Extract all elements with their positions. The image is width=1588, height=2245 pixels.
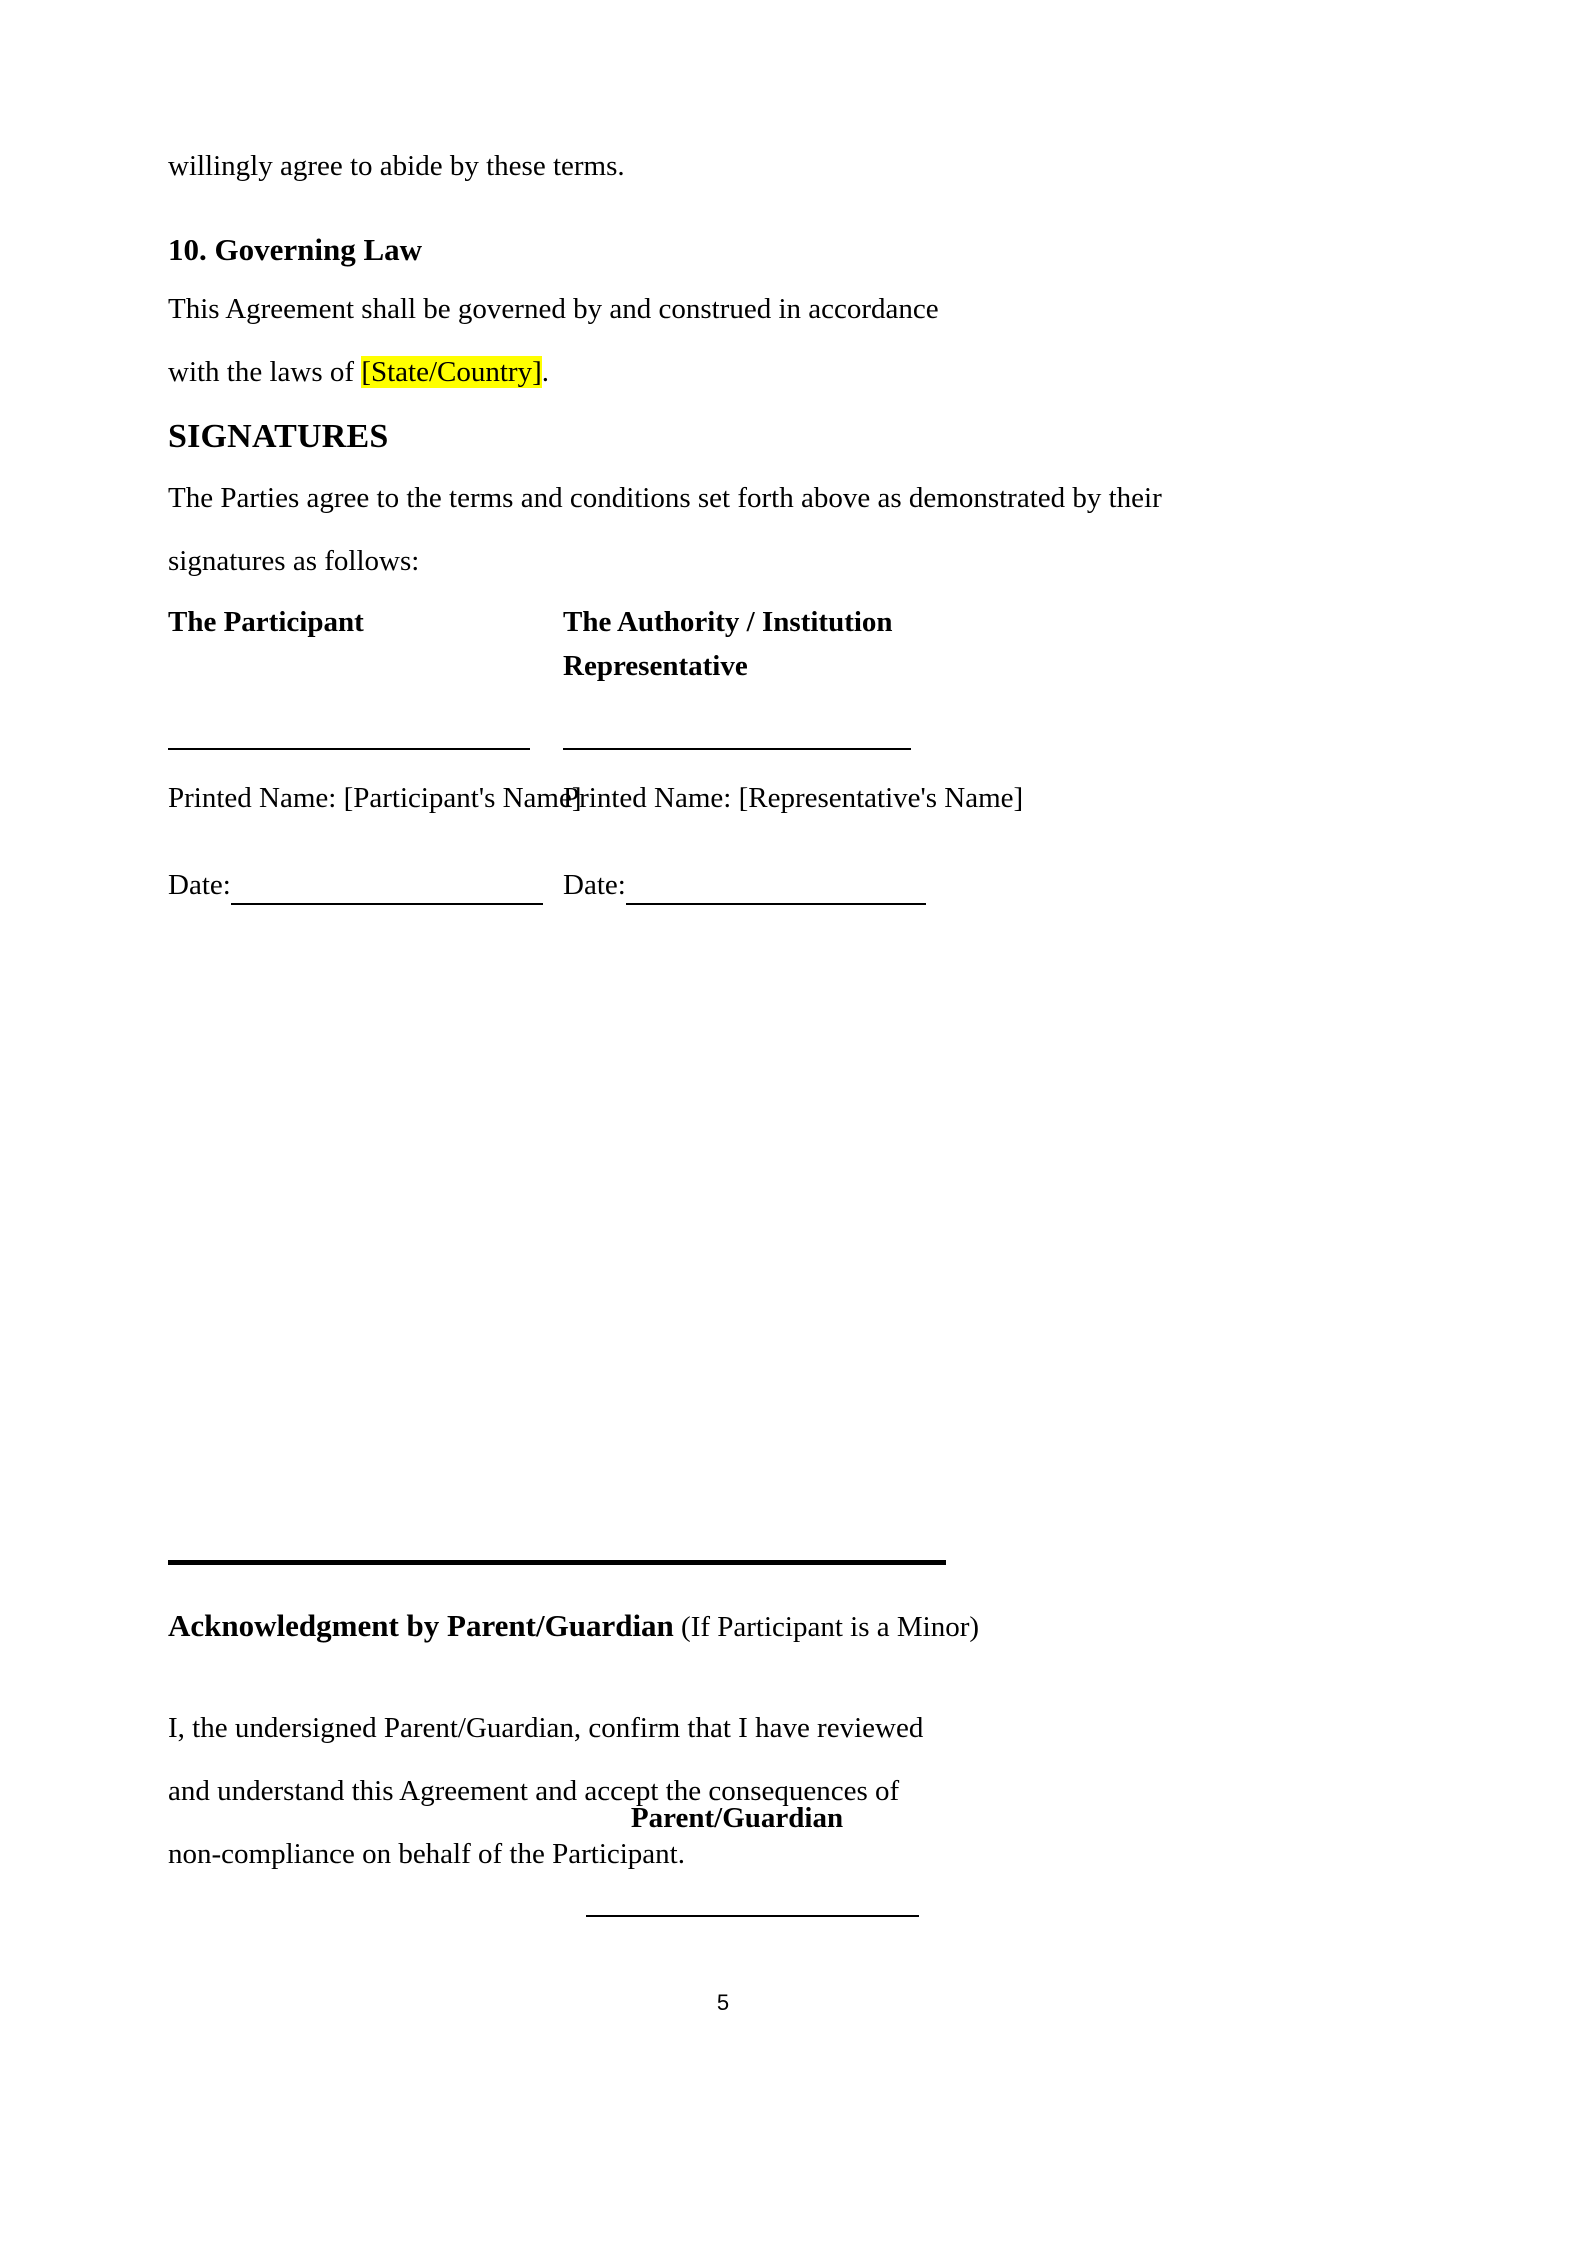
representative-column (563, 600, 923, 688)
continued-paragraph: willingly agree to abide by these terms. (168, 150, 625, 182)
representative-date-label: Date: (563, 869, 626, 901)
governing-law-paragraph (168, 278, 948, 404)
participant-date-label: Date: (168, 869, 231, 901)
participant-column (168, 600, 530, 644)
section-heading-signatures: SIGNATURES (168, 418, 389, 455)
parent-guardian-signature-line[interactable] (586, 1915, 919, 1917)
representative-column-title: The Authority / Institution Representative (563, 606, 893, 682)
acknowledgment-heading-bold: Acknowledgment by Parent/Guardian (168, 1608, 674, 1643)
governing-law-text-before: This Agreement shall be governed by and construed in accordance with the laws of (168, 293, 939, 388)
governing-law-text-after: . (541, 356, 549, 388)
state-country-placeholder-highlight: [State/Country] (361, 356, 542, 388)
section-divider (168, 1560, 946, 1565)
participant-date-row (168, 865, 543, 905)
signature-columns (168, 600, 1278, 910)
participant-signature-line[interactable] (168, 748, 530, 750)
acknowledgment-paragraph: I, the undersigned Parent/Guardian, confirm that I have reviewed and understand this Agreement and accept the consequences of non-compliance on behalf of the Participant. (168, 1712, 924, 1870)
section-heading-governing-law: 10. Governing Law (168, 232, 423, 267)
participant-printed-name: Printed Name: [Participant's Name] (168, 782, 582, 814)
representative-signature-line[interactable] (563, 748, 911, 750)
signature-block (168, 600, 1278, 2015)
signatures-intro-paragraph: The Parties agree to the terms and conditions set forth above as demonstrated by their signatures as follows: (168, 482, 1162, 577)
parent-guardian-label: Parent/Guardian (630, 1802, 844, 1834)
page-number: 5 (716, 1990, 730, 2015)
representative-printed-name: Printed Name: [Representative's Name] (563, 782, 1024, 814)
participant-column-title: The Participant (168, 606, 364, 638)
acknowledgment-heading-note: (If Participant is a Minor) (673, 1611, 980, 1643)
acknowledgment-heading (168, 1605, 1278, 1648)
representative-date-row (563, 865, 926, 905)
representative-date-line[interactable] (626, 877, 926, 905)
participant-date-line[interactable] (231, 877, 543, 905)
